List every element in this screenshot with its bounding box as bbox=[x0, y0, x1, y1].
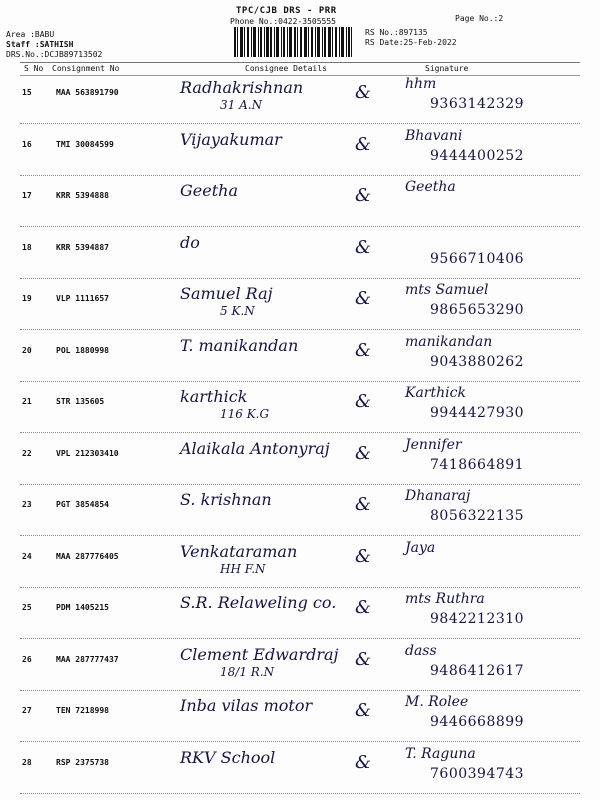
table-row bbox=[20, 539, 580, 588]
signature-handwriting: mts Ruthra bbox=[405, 591, 485, 607]
column-header-signature: Signature bbox=[425, 64, 469, 73]
consignment-number: MAA 287777437 bbox=[56, 654, 119, 664]
table-row bbox=[20, 387, 580, 433]
consignment-number: PGT 3854854 bbox=[56, 500, 109, 509]
phone-handwriting: 9446668899 bbox=[430, 714, 525, 730]
phone-handwriting: 7418664891 bbox=[430, 456, 525, 473]
row-serial-number: 21 bbox=[22, 397, 32, 406]
table-row bbox=[20, 490, 580, 536]
ampersand-mark: & bbox=[355, 82, 372, 103]
table-row bbox=[20, 745, 580, 794]
row-separator bbox=[20, 690, 580, 691]
row-serial-number: 27 bbox=[22, 706, 32, 715]
signature-handwriting: dass bbox=[405, 642, 437, 659]
ampersand-mark: & bbox=[355, 442, 372, 464]
row-serial-number: 22 bbox=[22, 448, 32, 458]
ampersand-mark: & bbox=[355, 700, 372, 721]
ampersand-mark: & bbox=[355, 236, 372, 258]
row-separator bbox=[20, 535, 580, 536]
consignee-name-handwriting: S. krishnan bbox=[180, 490, 272, 509]
row-serial-number: 17 bbox=[22, 191, 32, 200]
consignment-number: VPL 212303410 bbox=[56, 448, 119, 458]
consignment-number: KRR 5394887 bbox=[56, 242, 109, 252]
row-serial-number: 18 bbox=[22, 242, 32, 252]
rs-date: RS Date:25-Feb-2022 bbox=[365, 38, 457, 47]
signature-handwriting: Jaya bbox=[405, 539, 436, 556]
phone-handwriting: 9043880262 bbox=[430, 353, 525, 370]
ampersand-mark: & bbox=[355, 494, 372, 515]
signature-handwriting: Bhavani bbox=[405, 127, 463, 144]
consignment-number: PDM 1405215 bbox=[56, 603, 109, 612]
signature-handwriting: Dhanaraj bbox=[405, 488, 471, 504]
ampersand-mark: & bbox=[355, 597, 372, 618]
signature-handwriting: M. Rolee bbox=[405, 694, 469, 710]
signature-handwriting: hhm bbox=[405, 76, 437, 92]
signature-handwriting: Jennifer bbox=[405, 436, 462, 453]
signature-handwriting: mts Samuel bbox=[405, 282, 489, 298]
consignee-name-handwriting: Venkataraman bbox=[180, 541, 298, 561]
table-row bbox=[20, 436, 580, 485]
ampersand-mark: & bbox=[355, 288, 372, 309]
consignee-address-handwriting: 5 K.N bbox=[220, 304, 255, 318]
row-separator bbox=[20, 484, 580, 485]
table-row bbox=[20, 642, 580, 691]
consignment-number: VLP 1111657 bbox=[56, 294, 109, 303]
row-serial-number: 15 bbox=[22, 88, 32, 97]
table-row bbox=[20, 78, 580, 124]
rs-number: RS No.:897135 bbox=[365, 28, 428, 37]
column-header-consignee-details: Consignee Details bbox=[245, 64, 327, 73]
ampersand-mark: & bbox=[355, 133, 372, 155]
header-top-rule bbox=[20, 62, 580, 63]
consignee-name-handwriting: T. manikandan bbox=[180, 335, 299, 355]
consignee-name-handwriting: do bbox=[180, 232, 200, 252]
consignment-number: TEN 7218998 bbox=[56, 706, 109, 715]
consignment-number: POL 1880998 bbox=[56, 345, 109, 355]
ampersand-mark: & bbox=[355, 391, 372, 412]
table-row bbox=[20, 127, 580, 176]
consignment-number: STR 135605 bbox=[56, 397, 105, 406]
table-row bbox=[20, 284, 580, 330]
ampersand-mark: & bbox=[355, 185, 372, 206]
consignee-name-handwriting: S.R. Relaweling co. bbox=[180, 593, 337, 612]
ampersand-mark: & bbox=[355, 648, 372, 670]
signature-handwriting: Geetha bbox=[405, 179, 456, 195]
consignment-number: KRR 5394888 bbox=[56, 191, 109, 200]
column-header-sno: S No bbox=[24, 64, 44, 73]
table-row bbox=[20, 593, 580, 639]
table-row bbox=[20, 333, 580, 382]
consignment-number: MAA 563891790 bbox=[56, 88, 119, 97]
table-row bbox=[20, 181, 580, 227]
row-separator bbox=[20, 741, 580, 742]
consignment-number: RSP 2375738 bbox=[56, 757, 109, 767]
consignee-name-handwriting: Clement Edwardraj bbox=[180, 644, 339, 664]
consignee-name-handwriting: Inba vilas motor bbox=[180, 696, 313, 715]
row-serial-number: 23 bbox=[22, 500, 32, 509]
staff-field: Staff :SATHISH bbox=[6, 40, 74, 49]
ampersand-mark: & bbox=[355, 339, 372, 361]
phone-handwriting: 8056322135 bbox=[430, 508, 525, 524]
document-title: TPC/CJB DRS - PRR bbox=[236, 6, 337, 16]
consignee-name-handwriting: Geetha bbox=[180, 181, 238, 200]
consignee-name-handwriting: RKV School bbox=[180, 747, 276, 767]
header-bottom-rule bbox=[20, 75, 580, 76]
row-separator bbox=[20, 329, 580, 330]
row-serial-number: 16 bbox=[22, 139, 32, 149]
row-serial-number: 25 bbox=[22, 603, 32, 612]
consignee-name-handwriting: Alaikala Antonyraj bbox=[180, 438, 330, 458]
barcode-image bbox=[234, 27, 352, 57]
phone-handwriting: 9444400252 bbox=[430, 147, 525, 164]
consignee-address-handwriting: HH F.N bbox=[220, 561, 266, 576]
row-serial-number: 28 bbox=[22, 757, 32, 767]
phone-handwriting: 7600394743 bbox=[430, 765, 525, 782]
consignee-name-handwriting: Vijayakumar bbox=[180, 129, 282, 149]
consignee-address-handwriting: 116 K.G bbox=[220, 407, 270, 421]
phone-handwriting: 9865653290 bbox=[430, 302, 525, 318]
area-field: Area :BABU bbox=[6, 30, 55, 39]
drs-number: DRS.No.:DCJB89713502 bbox=[6, 50, 103, 59]
consignment-number: MAA 287776405 bbox=[56, 551, 119, 561]
signature-handwriting: manikandan bbox=[405, 333, 493, 350]
signature-handwriting: Karthick bbox=[405, 385, 466, 401]
row-separator bbox=[20, 432, 580, 433]
phone-handwriting: 9486412617 bbox=[430, 662, 525, 679]
row-separator bbox=[20, 793, 580, 794]
consignee-name-handwriting: Radhakrishnan bbox=[180, 78, 304, 97]
consignee-name-handwriting: Samuel Raj bbox=[180, 284, 273, 303]
phone-handwriting: 9944427930 bbox=[430, 405, 525, 421]
row-serial-number: 26 bbox=[22, 654, 32, 664]
consignee-name-handwriting: karthick bbox=[180, 387, 248, 406]
row-serial-number: 24 bbox=[22, 551, 32, 561]
phone-handwriting: 9566710406 bbox=[430, 250, 525, 267]
row-separator bbox=[20, 226, 580, 227]
consignee-address-handwriting: 31 A.N bbox=[220, 98, 263, 112]
table-row bbox=[20, 696, 580, 742]
row-serial-number: 20 bbox=[22, 345, 32, 355]
row-separator bbox=[20, 278, 580, 279]
row-separator bbox=[20, 175, 580, 176]
row-separator bbox=[20, 587, 580, 588]
column-header-consignment: Consignment No bbox=[52, 64, 120, 73]
signature-handwriting: T. Raguna bbox=[405, 745, 476, 762]
consignee-address-handwriting: 18/1 R.N bbox=[220, 664, 275, 679]
phone-handwriting: 9363142329 bbox=[430, 96, 525, 112]
ampersand-mark: & bbox=[355, 751, 372, 773]
row-separator bbox=[20, 638, 580, 639]
page-number: Page No.:2 bbox=[455, 14, 504, 23]
ampersand-mark: & bbox=[355, 545, 372, 567]
row-separator bbox=[20, 123, 580, 124]
row-serial-number: 19 bbox=[22, 294, 32, 303]
table-row bbox=[20, 233, 580, 279]
phone-handwriting: 9842212310 bbox=[430, 611, 525, 627]
row-separator bbox=[20, 381, 580, 382]
phone-number: Phone No.:0422-3505555 bbox=[230, 17, 336, 26]
consignment-number: TMI 30084599 bbox=[56, 139, 114, 149]
